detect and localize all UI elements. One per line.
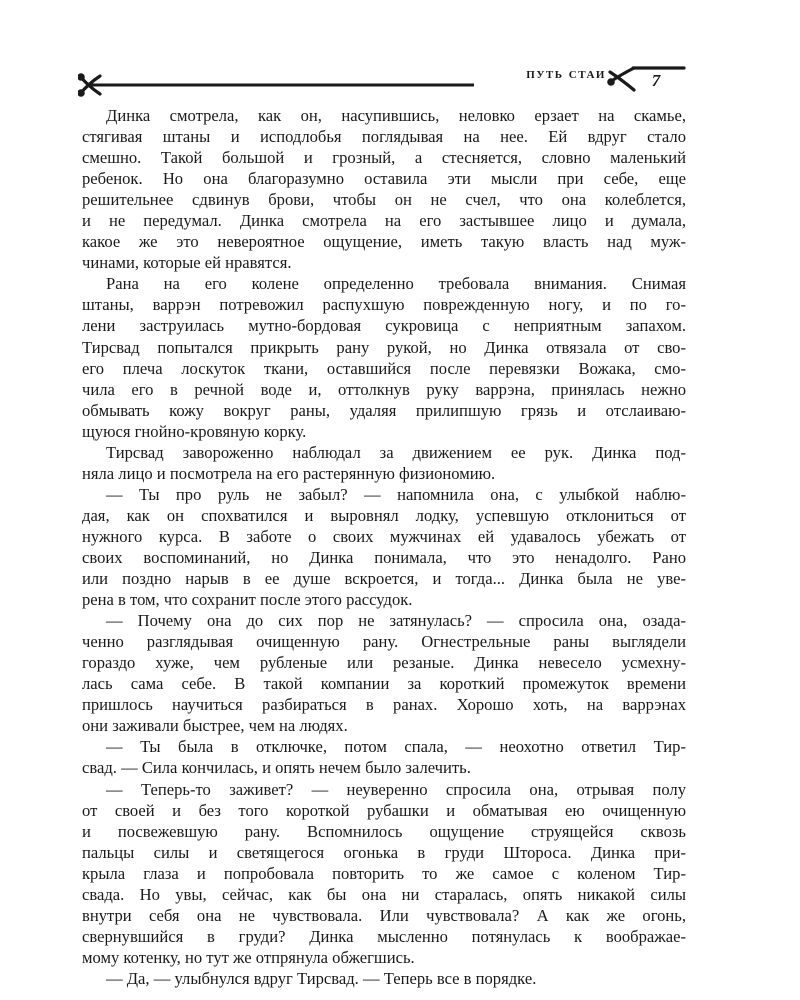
text-line: внутри себя она не чувствовала. Или чувствовала? А как же огонь, bbox=[82, 905, 686, 925]
text-line: Тирсвад завороженно наблюдал за движением ее рук. Динка под- bbox=[106, 442, 686, 462]
text-line: и посвежевшую рану. Вспомнилось ощущение струящейся сквозь bbox=[82, 821, 686, 841]
paragraph bbox=[82, 442, 686, 484]
text-line: — Ты про руль не забыл? — напомнила она, с улыбкой наблю- bbox=[106, 484, 686, 504]
text-line: от своей и без того короткой рубашки и обматывая ею очищенную bbox=[82, 800, 686, 820]
text-line: чинами, которые ей нравятся. bbox=[82, 253, 292, 273]
text-line: Динка смотрела, как он, насупившись, неловко ерзает на скамье, bbox=[106, 106, 686, 125]
text-line: они заживали быстрее, чем на людях. bbox=[82, 716, 348, 736]
text-line: рена в том, что сохранит после этого рассудок. bbox=[82, 590, 413, 610]
text-line: пальцы силы и светящегося огонька в груди Штороса. Динка при- bbox=[82, 842, 686, 862]
paragraph bbox=[82, 273, 686, 441]
text-line: дая, как он спохватился и выровнял лодку, успевшую отклониться от bbox=[82, 505, 686, 525]
running-header bbox=[78, 60, 686, 104]
text-line: его плеча лоскуток ткани, оставшийся после перевязки Вожака, смо- bbox=[82, 358, 686, 378]
text-line: ребенок. Но она благоразумно оставила эти мысли при себе, еще bbox=[82, 169, 686, 189]
text-line: обмывать кожу вокруг раны, удаляя прилипшую грязь и отслаиваю- bbox=[82, 400, 686, 420]
text-line: няла лицо и посмотрела на его растерянную физиономию. bbox=[82, 463, 496, 483]
text-line: щуюся гнойно-кровяную корку. bbox=[82, 421, 307, 441]
text-line: — Теперь-то заживет? — неуверенно спросила она, отрывая полу bbox=[106, 779, 686, 799]
paragraph bbox=[82, 105, 686, 273]
text-line: своих воспоминаний, но Динка понимала, что это ненадолго. Рано bbox=[82, 547, 686, 567]
paragraph bbox=[82, 736, 686, 778]
text-line: Рана на его колене определенно требовала внимания. Снимая bbox=[106, 274, 686, 294]
page-number: 7 bbox=[651, 71, 661, 90]
text-line: свад. — Сила кончилась, и опять нечем было залечить. bbox=[82, 758, 471, 778]
text-line: лась сама себе. В такой компании за короткий промежуток времени bbox=[82, 674, 686, 694]
text-line: решительнее сдвинув брови, чтобы он не счел, что она колеблется, bbox=[82, 190, 686, 210]
body-text bbox=[82, 105, 686, 989]
text-line: чила его в речной воде и, оттолкнув руку варрэна, принялась нежно bbox=[82, 379, 686, 399]
paragraph bbox=[82, 968, 686, 989]
text-line: крыла глаза и попробовала повторить то же самое с коленом Тир- bbox=[82, 863, 686, 883]
text-line: какое же это невероятное ощущение, иметь такую власть над муж- bbox=[82, 232, 686, 252]
text-line: свада. Но увы, сейчас, как бы она ни старалась, опять никакой силы bbox=[82, 884, 686, 904]
text-line: или поздно нарыв в ее душе вскроется, и тогда... Динка была не уве- bbox=[82, 569, 686, 589]
text-line: — Ты была в отключке, потом спала, — неохотно ответил Тир- bbox=[106, 737, 686, 757]
text-line: свернувшийся в груди? Динка мысленно потянулась к воображае- bbox=[82, 926, 686, 946]
text-line: мому котенку, но тут же отпрянула обжегшись. bbox=[82, 947, 415, 967]
text-line: смешно. Такой большой и грозный, а стесняется, словно маленький bbox=[82, 148, 686, 168]
text-line: стягивая штаны и исподлобья поглядывая на нее. Ей вдруг стало bbox=[82, 127, 686, 147]
text-line: и не передумал. Динка смотрела на его застывшее лицо и думала, bbox=[82, 211, 686, 231]
text-line: — Да, — улыбнулся вдруг Тирсвад. — Теперь все в порядке. bbox=[106, 968, 537, 988]
text-line: ченно разглядывая очищенную рану. Огнестрельные раны выглядели bbox=[82, 632, 686, 652]
running-title: путь стаи bbox=[526, 66, 606, 82]
text-line: лени заструилась мутно-бордовая сукровица с неприятным запахом. bbox=[82, 316, 686, 336]
paragraph bbox=[82, 779, 686, 968]
text-line: штаны, варрэн потревожил распухшую поврежденную ногу, и по го- bbox=[82, 295, 686, 315]
text-line: гораздо хуже, чем рубленые или резаные. Динка невесело усмехну- bbox=[82, 653, 686, 673]
paragraph bbox=[82, 484, 686, 610]
text-line: — Почему она до сих пор не затянулась? — спросила она, озада- bbox=[106, 611, 686, 631]
text-line: Тирсвад попытался прикрыть рану рукой, но Динка отвязала от сво- bbox=[82, 337, 686, 357]
text-line: пришлось научиться разбираться в ранах. Хорошо хоть, на варрэнах bbox=[82, 695, 686, 715]
paragraph bbox=[82, 610, 686, 736]
text-line: нужного курса. В заботе о своих мужчинах ей удавалось убежать от bbox=[82, 526, 686, 546]
